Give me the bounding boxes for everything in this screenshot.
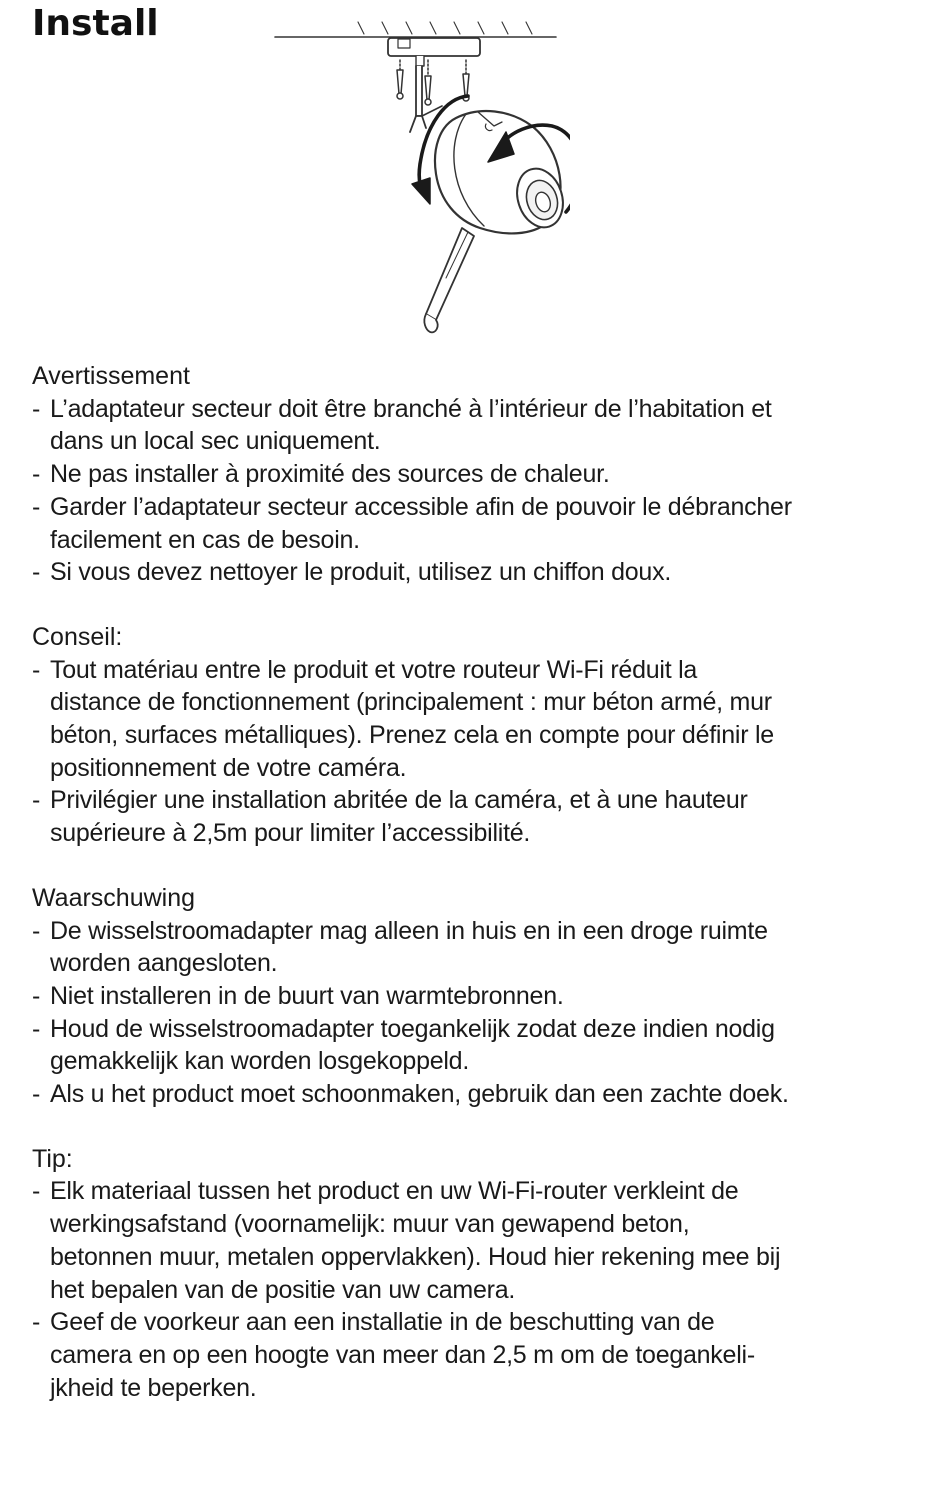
bullet-line: - Als u het product moet schoonmaken, gebruik dan een zachte doek. bbox=[50, 1080, 789, 1109]
bullet-line: camera en op een hoogte van meer dan 2,5 m om de toegankeli- bbox=[50, 1340, 755, 1369]
instructions-content bbox=[32, 360, 912, 1436]
bullet-line: - L’adaptateur secteur doit être branché à l’intérieur de l’habitation et bbox=[50, 394, 772, 423]
bullet-line: distance de fonctionnement (principalement : mur béton armé, mur bbox=[50, 688, 772, 717]
bullet-line: jkheid te beperken. bbox=[50, 1373, 257, 1402]
list-item bbox=[32, 654, 912, 785]
bullet-list bbox=[32, 915, 912, 1111]
list-item bbox=[32, 458, 912, 491]
bullet-list bbox=[32, 1175, 912, 1404]
antenna-icon bbox=[424, 228, 474, 332]
bullet-line: positionnement de votre caméra. bbox=[50, 753, 407, 782]
list-item bbox=[32, 1078, 912, 1111]
camera-body-icon bbox=[435, 111, 570, 233]
bullet-line: - Ne pas installer à proximité des sources de chaleur. bbox=[50, 460, 610, 489]
page-title: Install bbox=[32, 3, 159, 44]
section-heading: Waarschuwing bbox=[32, 883, 196, 912]
section-conseil bbox=[32, 621, 912, 850]
list-item bbox=[32, 980, 912, 1013]
bullet-line: - Privilégier une installation abritée de la caméra, et à une hauteur bbox=[50, 786, 748, 815]
section-heading: Avertissement bbox=[32, 362, 190, 390]
list-item bbox=[32, 1013, 912, 1078]
bullet-line: werkingsafstand (voornamelijk: muur van gewapend beton, bbox=[50, 1210, 690, 1239]
bullet-line: - Houd de wisselstroomadapter toegankelijk zodat deze indien nodig bbox=[50, 1014, 775, 1043]
section-avertissement bbox=[32, 360, 912, 589]
bullet-list bbox=[32, 393, 912, 589]
bullet-line: betonnen muur, metalen oppervlakken). Houd hier rekening mee bij bbox=[50, 1242, 781, 1271]
bullet-line: - Garder l’adaptateur secteur accessible afin de pouvoir le débrancher bbox=[50, 492, 792, 521]
bullet-line: - Geef de voorkeur aan een installatie in de beschutting van de bbox=[50, 1308, 715, 1337]
ceiling-icon bbox=[275, 22, 556, 37]
section-tip bbox=[32, 1143, 912, 1405]
bullet-line: worden aangesloten. bbox=[50, 949, 278, 978]
bullet-line: - Niet installeren in de buurt van warmtebronnen. bbox=[50, 981, 564, 1010]
list-item bbox=[32, 915, 912, 980]
list-item bbox=[32, 1306, 912, 1404]
bullet-line: - Elk materiaal tussen het product en uw Wi-Fi-router verkleint de bbox=[50, 1177, 739, 1206]
bullet-line: - Tout matériau entre le produit et votre routeur Wi-Fi réduit la bbox=[50, 655, 698, 684]
section-heading: Conseil: bbox=[32, 622, 123, 651]
section-heading: Tip: bbox=[32, 1144, 73, 1173]
bullet-line: dans un local sec uniquement. bbox=[50, 427, 381, 456]
section-waarschuwing bbox=[32, 882, 912, 1111]
bullet-list bbox=[32, 654, 912, 850]
list-item bbox=[32, 556, 912, 589]
list-item bbox=[32, 491, 912, 556]
list-item bbox=[32, 784, 912, 849]
list-item bbox=[32, 1175, 912, 1306]
bullet-line: het bepalen van de positie van uw camera. bbox=[50, 1275, 516, 1304]
bullet-line: béton, surfaces métalliques). Prenez cela en compte pour définir le bbox=[50, 721, 774, 750]
list-item bbox=[32, 393, 912, 458]
bullet-line: facilement en cas de besoin. bbox=[50, 525, 360, 554]
bullet-line: - De wisselstroomadapter mag alleen in huis en in een droge ruimte bbox=[50, 916, 768, 945]
bullet-line: supérieure à 2,5m pour limiter l’accessibilité. bbox=[50, 819, 531, 848]
bullet-line: gemakkelijk kan worden losgekoppeld. bbox=[50, 1047, 470, 1076]
bullet-line: - Si vous devez nettoyer le produit, utilisez un chiffon doux. bbox=[50, 558, 672, 587]
camera-mount-illustration bbox=[270, 14, 570, 338]
